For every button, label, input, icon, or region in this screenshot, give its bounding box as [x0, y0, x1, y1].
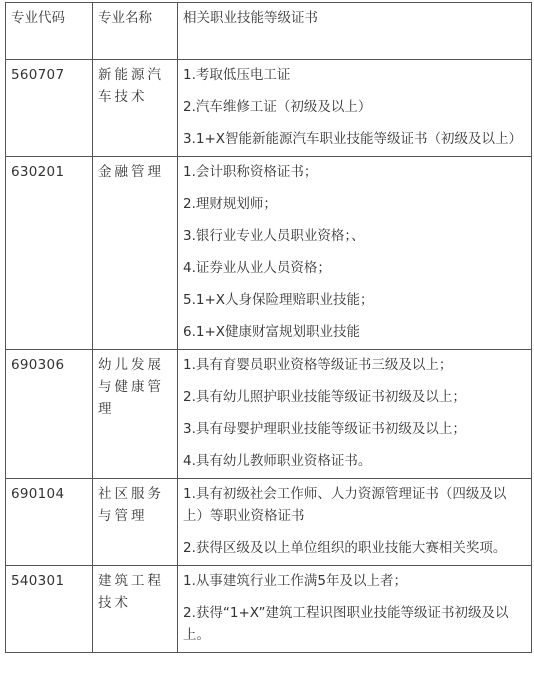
- cert-item: 1.会计职称资格证书；: [183, 164, 318, 180]
- cert-item: 5.1+X人身保险理赔职业技能；: [183, 292, 374, 308]
- cert-item: 1.考取低压电工证: [183, 67, 291, 83]
- cert-item: 2.获得区级及以上单位组织的职业技能大赛相关奖项。: [183, 540, 507, 556]
- table-row: [6, 566, 532, 653]
- cert-item: 2.具有幼儿照护职业技能等级证书初级及以上；: [183, 389, 466, 405]
- major-code: 630201: [6, 157, 93, 350]
- major-code: 690306: [6, 350, 93, 479]
- cert-list: [178, 60, 532, 157]
- cert-list: [178, 566, 532, 653]
- major-code: 690104: [6, 479, 93, 566]
- cert-item: 1.从事建筑行业工作满5年及以上者；: [183, 573, 407, 589]
- cert-item: 2.理财规划师；: [183, 196, 277, 212]
- major-name: 金融管理: [93, 157, 178, 350]
- cert-item: 2.汽车维修工证（初级及以上）: [183, 99, 372, 115]
- cert-item: 4.证券业从业人员资格；: [183, 260, 331, 276]
- major-name: 建筑工程技术: [93, 566, 178, 653]
- header-code: 专业代码: [6, 3, 93, 60]
- cert-item: 1.具有初级社会工作师、人力资源管理证书（四级及以上）等职业资格证书: [183, 486, 507, 524]
- cert-item: 1.具有育婴员职业资格等级证书三级及以上；: [183, 357, 453, 373]
- certificate-table: [5, 2, 532, 653]
- header-certs: 相关职业技能等级证书: [178, 3, 532, 60]
- cert-item: 3.1+X智能新能源汽车职业技能等级证书（初级及以上）: [183, 131, 523, 147]
- cert-item: 4.具有幼儿教师职业资格证书。: [183, 453, 372, 469]
- cert-item: 3.银行业专业人员职业资格；、: [183, 228, 365, 244]
- major-code: 540301: [6, 566, 93, 653]
- major-code: 560707: [6, 60, 93, 157]
- major-name: 社区服务与管理: [93, 479, 178, 566]
- cert-item: 2.获得“1+X”建筑工程识图职业技能等级证书初级及以上。: [183, 605, 509, 643]
- table-row: [6, 60, 532, 157]
- cert-list: [178, 157, 532, 350]
- major-name: 幼儿发展与健康管理: [93, 350, 178, 479]
- table-row: [6, 479, 532, 566]
- cert-item: 3.具有母婴护理职业技能等级证书初级及以上；: [183, 421, 466, 437]
- table-row: [6, 350, 532, 479]
- cert-item: 6.1+X健康财富规划职业技能: [183, 324, 361, 340]
- cert-list: [178, 350, 532, 479]
- certificate-table-container: [5, 2, 531, 653]
- header-name: 专业名称: [93, 3, 178, 60]
- table-header-row: [6, 3, 532, 60]
- major-name: 新能源汽车技术: [93, 60, 178, 157]
- table-row: [6, 157, 532, 350]
- cert-list: [178, 479, 532, 566]
